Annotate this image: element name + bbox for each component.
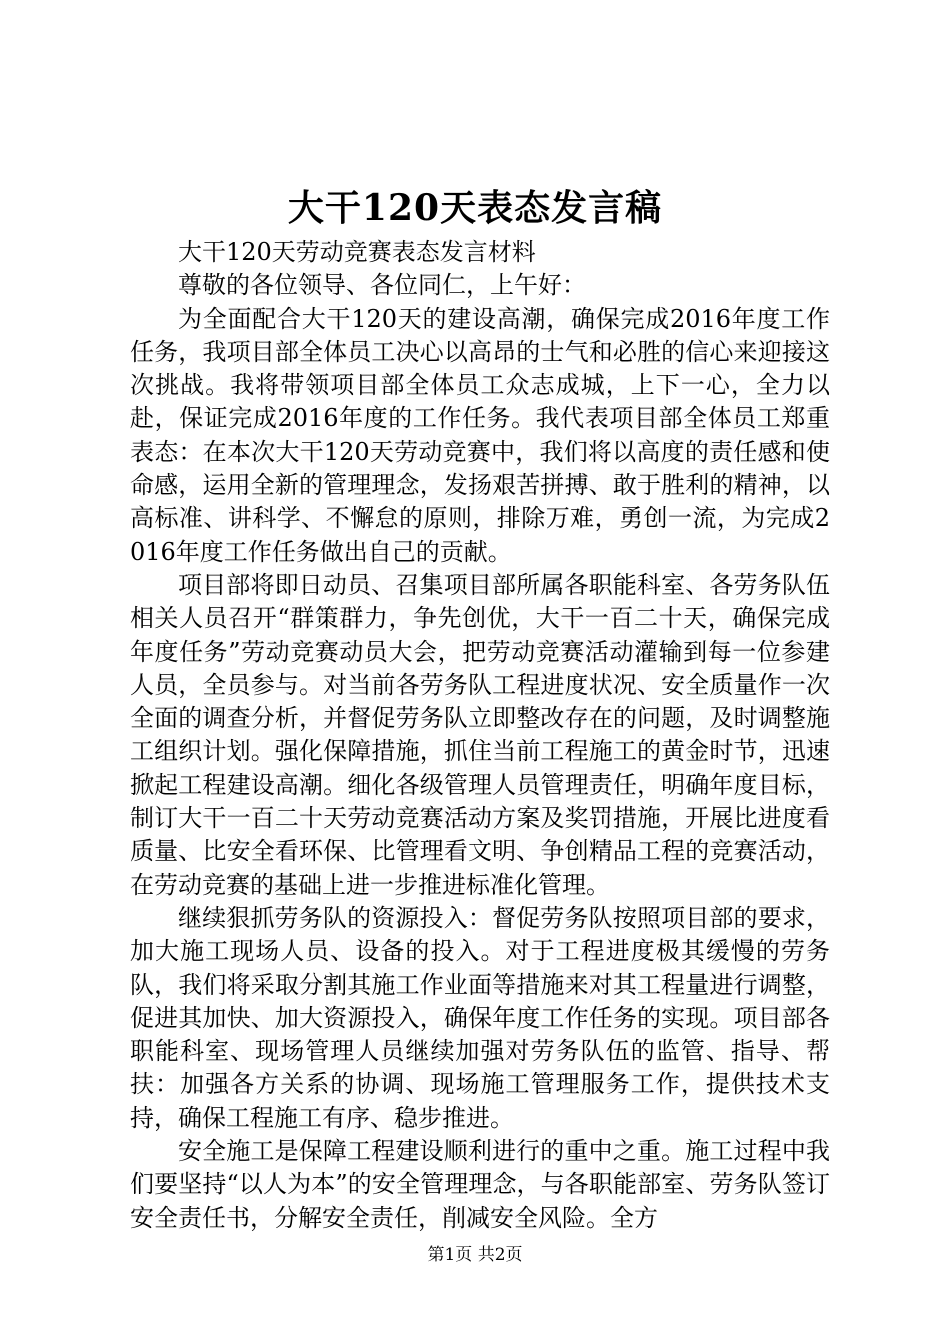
document-title: 大干120天表态发言稿 <box>287 187 663 229</box>
paragraph-greeting: 尊敬的各位领导、各位同仁，上午好： <box>178 271 586 300</box>
paragraph-safety: 安全施工是保障工程建设顺利进行的重中之重。施工过程中我们要坚持“以人为本”的安全管理理念，与各职能部室、劳务队签订安全责任书，分解安全责任，削减安全风险。全方 <box>130 1137 830 1232</box>
paragraph-commitment: 为全面配合大干120天的建设高潮，确保完成2016年度工作任务，我项目部全体员工决心以高昂的士气和必胜的信心来迎接这次挑战。我将带领项目部全体员工众志成城，上下一心，全力以赴，保证完成2016年度的工作任务。我代表项目部全体员工郑重表态：在本次大干120天劳动竞赛中，我们将以高度的责任感和使命感，运用全新的管理理念，发扬艰苦拼搏、敢于胜利的精神，以高标准、讲科学、不懈怠的原则，排除万难，勇创一流，为完成2016年度工作任务做出自己的贡献。 <box>130 304 830 566</box>
paragraph-mobilization: 项目部将即日动员、召集项目部所属各职能科室、各劳务队伍相关人员召开“群策群力，争先创优，大干一百二十天，确保完成年度任务”劳动竞赛动员大会，把劳动竞赛活动灌输到每一位参建人员，全员参与。对当前各劳务队工程进度状况、安全质量作一次全面的调查分析，并督促劳务队立即整改存在的问题，及时调整施工组织计划。强化保障措施，抓住当前工程施工的黄金时节，迅速掀起工程建设高潮。细化各级管理人员管理责任，明确年度目标，制订大干一百二十天劳动竞赛活动方案及奖罚措施，开展比进度看质量、比安全看环保、比管理看文明、争创精品工程的竞赛活动，在劳动竞赛的基础上进一步推进标准化管理。 <box>130 570 830 899</box>
paragraph-resources: 继续狠抓劳务队的资源投入：督促劳务队按照项目部的要求，加大施工现场人员、设备的投入。对于工程进度极其缓慢的劳务队，我们将采取分割其施工作业面等措施来对其工程量进行调整，促进其加快、加大资源投入，确保年度工作任务的实现。项目部各职能科室、现场管理人员继续加强对劳务队伍的监管、指导、帮扶：加强各方关系的协调、现场施工管理服务工作，提供技术支持，确保工程施工有序、稳步推进。 <box>130 903 830 1132</box>
document-body <box>130 236 830 1235</box>
paragraph-subtitle: 大干120天劳动竞赛表态发言材料 <box>178 238 536 266</box>
page-number-footer: 第1页 共2页 <box>427 1245 523 1265</box>
